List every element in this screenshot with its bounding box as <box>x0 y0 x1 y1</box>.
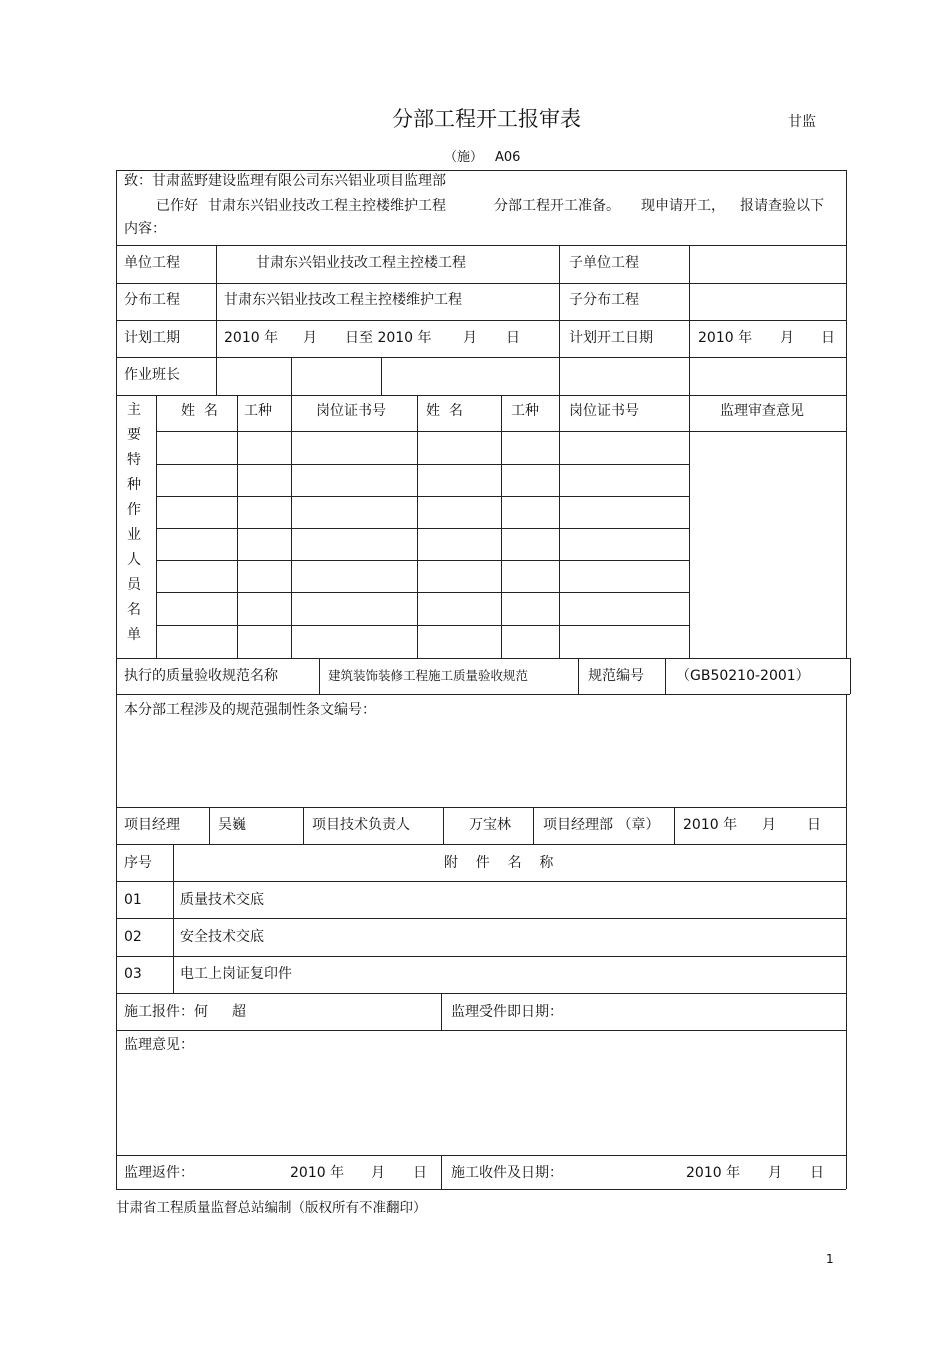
col-trade: 工种 <box>244 403 272 419</box>
construction-receipt-label: 施工收件及日期： <box>451 1165 563 1181</box>
col-cert-2: 岗位证书号 <box>569 403 639 419</box>
team-leader-label: 作业班长 <box>124 367 180 383</box>
letter-text-e: 内容： <box>124 221 166 237</box>
form-prefix: （施） <box>444 150 484 165</box>
return-year: 2010 年 <box>290 1165 345 1181</box>
period-to-year: 日至 2010 年 <box>345 330 432 346</box>
letter-project: 甘肃东兴铝业技改工程主控楼维护工程 <box>208 198 446 214</box>
construction-submitter-name: 超 <box>232 1004 246 1020</box>
branch-project-value: 甘肃东兴铝业技改工程主控楼维护工程 <box>224 292 462 308</box>
attachment-name-label: 附 件 名 称 <box>444 855 554 871</box>
unit-project-value: 甘肃东兴铝业技改工程主控楼工程 <box>256 255 466 271</box>
letter-text-d: 报请查验以下 <box>740 198 824 214</box>
start-day: 日 <box>821 330 835 346</box>
col-review-opinion: 监理审查意见 <box>720 403 804 419</box>
form-code-value: A06 <box>495 150 521 165</box>
attachment-no-label: 序号 <box>124 855 152 871</box>
construction-submitter-label: 施工报件：何 <box>124 1004 208 1020</box>
standard-code: （GB50210-2001） <box>676 668 810 684</box>
receipt-year: 2010 年 <box>686 1165 741 1181</box>
planned-start-label: 计划开工日期 <box>569 330 653 346</box>
attachment-no: 02 <box>124 929 142 945</box>
supervision-return-label: 监理返件： <box>124 1165 194 1181</box>
attachment-no: 01 <box>124 892 142 908</box>
period-to-day: 日 <box>506 330 520 346</box>
start-month: 月 <box>780 330 794 346</box>
attachment-name: 安全技术交底 <box>180 929 264 945</box>
start-year: 2010 年 <box>698 330 753 346</box>
mandatory-clauses-label: 本分部工程涉及的规范强制性条文编号： <box>124 702 376 718</box>
letter-text-a: 已作好 <box>156 198 198 214</box>
receipt-day: 日 <box>810 1165 824 1181</box>
col-name-2: 姓 名 <box>426 403 463 419</box>
return-day: 日 <box>413 1165 427 1181</box>
pm-name: 吴巍 <box>218 817 246 833</box>
attachment-name: 质量技术交底 <box>180 892 264 908</box>
period-from-month: 月 <box>303 330 317 346</box>
col-cert: 岗位证书号 <box>316 403 386 419</box>
supervision-opinion-label: 监理意见： <box>124 1037 194 1053</box>
form-title: 分部工程开工报审表 <box>392 107 581 131</box>
receipt-month: 月 <box>768 1165 782 1181</box>
planned-period-label: 计划工期 <box>124 330 180 346</box>
subunit-project-label: 子单位工程 <box>569 255 639 271</box>
side-tag: 甘监 <box>788 114 816 130</box>
signoff-month: 月 <box>762 817 776 833</box>
letter-text-b: 分部工程开工准备。 <box>494 198 620 214</box>
attachment-no: 03 <box>124 966 142 982</box>
form-code <box>444 146 520 165</box>
tech-lead-label: 项目技术负责人 <box>312 817 410 833</box>
branch-project-label: 分布工程 <box>124 292 180 308</box>
pm-dept-stamp-label: 项目经理部 （章） <box>543 817 660 833</box>
period-from-year: 2010 年 <box>224 330 279 346</box>
approval-form-table <box>116 170 846 1190</box>
standard-code-label: 规范编号 <box>588 668 644 684</box>
personnel-side-label: 主 要 特 种 作 业 人 员 名 单 <box>127 402 141 643</box>
return-month: 月 <box>371 1165 385 1181</box>
col-trade-2: 工种 <box>511 403 539 419</box>
signoff-year: 2010 年 <box>683 817 738 833</box>
attachment-name: 电工上岗证复印件 <box>180 966 292 982</box>
page-number: 1 <box>826 1252 834 1266</box>
supervision-receipt-label: 监理受件即日期： <box>451 1004 563 1020</box>
col-name: 姓 名 <box>181 403 218 419</box>
subbranch-project-label: 子分布工程 <box>569 292 639 308</box>
letter-text-c: 现申请开工， <box>641 198 725 214</box>
standard-name: 建筑装饰装修工程施工质量验收规范 <box>328 668 529 683</box>
period-to-month: 月 <box>463 330 477 346</box>
addressee: 致：甘肃蓝野建设监理有限公司东兴铝业项目监理部 <box>124 173 446 189</box>
unit-project-label: 单位工程 <box>124 255 180 271</box>
tech-lead-name: 万宝林 <box>469 817 511 833</box>
signoff-day: 日 <box>807 817 821 833</box>
copyright-note: 甘肃省工程质量监督总站编制（版权所有不准翻印） <box>116 1200 427 1216</box>
pm-label: 项目经理 <box>124 817 180 833</box>
standard-label: 执行的质量验收规范名称 <box>124 668 278 684</box>
